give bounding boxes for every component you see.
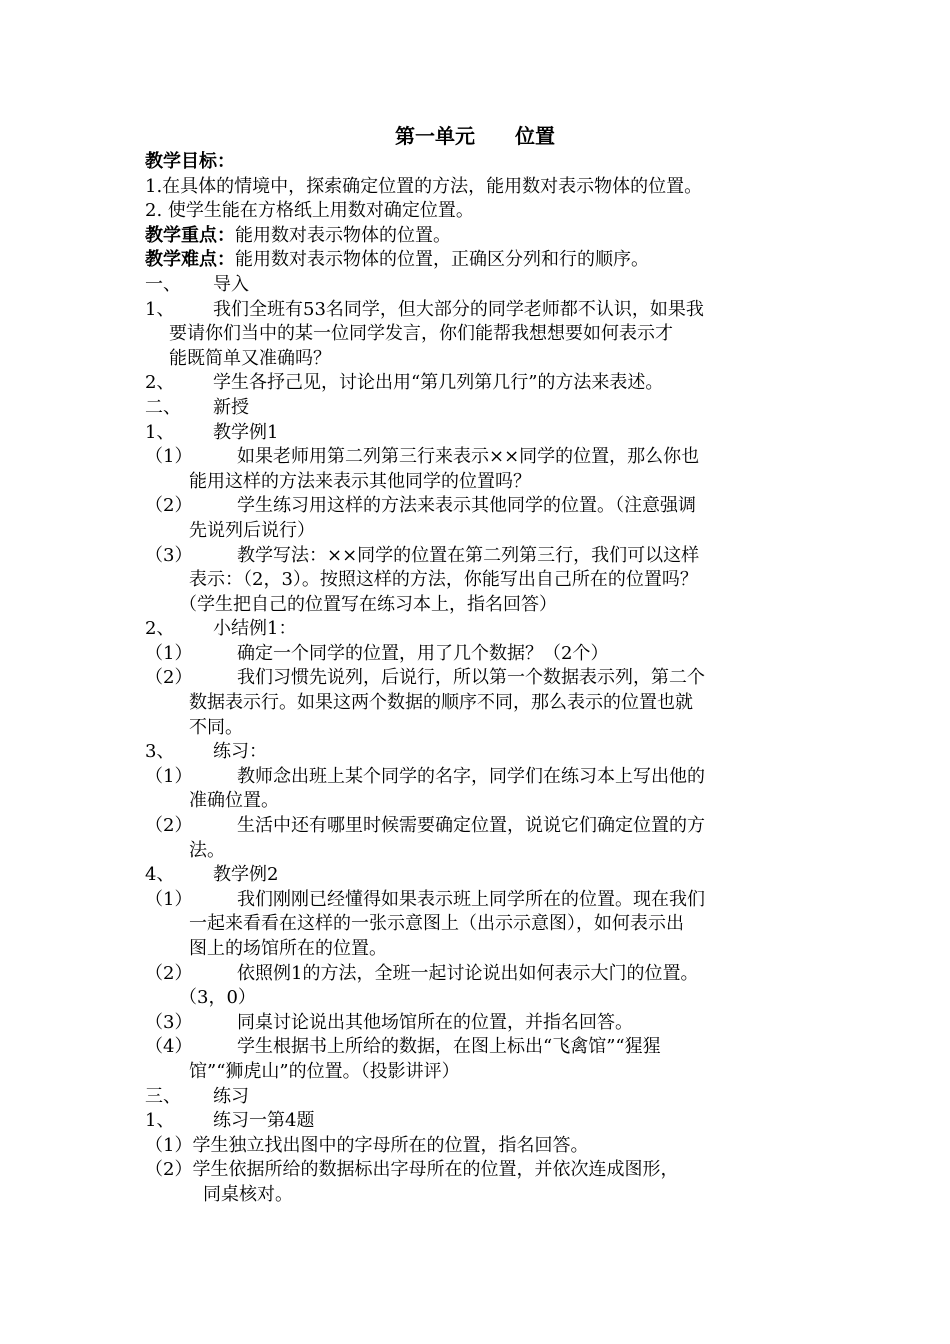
point-number: （2） [145, 667, 193, 689]
subsection-title: 小结例1： [213, 618, 297, 640]
item-text: 学生各抒己见，讨论出用“第几列第几行”的方法来表述。 [213, 372, 664, 394]
key-point-label: 教学重点： [145, 224, 235, 246]
section-number: 二、 [145, 396, 181, 418]
point-number: （1） [145, 446, 193, 468]
subsection-number: 1、 [145, 421, 175, 443]
list-item [145, 666, 825, 691]
point-number: （4） [145, 1036, 193, 1058]
key-point [145, 224, 825, 249]
subsection-heading [145, 863, 825, 888]
point-text-cont: 图上的场馆所在的位置。 [189, 938, 387, 959]
point-number: （2） [145, 962, 193, 984]
list-item [145, 1134, 825, 1159]
list-item [145, 1158, 825, 1183]
difficulty-text: 能用数对表示物体的位置，正确区分列和行的顺序。 [235, 249, 649, 271]
point-text: 学生依据所给的数据标出字母所在的位置，并依次连成图形， [192, 1159, 679, 1181]
point-text: 我们习惯先说列，后说行，所以第一个数据表示列，第二个 [237, 667, 705, 689]
point-text: 学生独立找出图中的字母所在的位置，指名回答。 [192, 1134, 589, 1156]
point-number: （2） [145, 1159, 193, 1181]
list-item [145, 494, 825, 519]
difficulty-label: 教学难点： [145, 249, 235, 271]
point-text: 学生练习用这样的方法来表示其他同学的位置。（注意强调 [237, 495, 696, 517]
list-item [145, 814, 825, 839]
point-text-cont: （3，0） [179, 987, 256, 1009]
point-number: （3） [145, 544, 193, 566]
point-text-cont: 馆”“狮虎山”的位置。（投影讲评） [189, 1060, 460, 1082]
subsection-heading [145, 617, 825, 642]
point-number: （1） [145, 1134, 193, 1156]
subsection-title: 练习一第4题 [213, 1110, 315, 1132]
goal-item-2: 2. 使学生能在方格纸上用数对确定位置。 [145, 200, 474, 222]
point-text-cont: 先说列后说行） [189, 519, 315, 541]
list-item [145, 888, 825, 913]
point-text-cont: 表示：（2，3）。按照这样的方法，你能写出自己所在的位置吗？ [189, 569, 698, 591]
point-text: 教学写法：××同学的位置在第二列第三行，我们可以这样 [237, 544, 700, 566]
point-text: 依照例1的方法，全班一起讨论说出如何表示大门的位置。 [237, 962, 699, 984]
item-text-cont: 要请你们当中的某一位同学发言，你们能帮我想想要如何表示才 [169, 323, 673, 345]
item-text: 我们全班有53名同学，但大部分的同学老师都不认识，如果我 [213, 298, 704, 320]
point-number: （2） [145, 815, 193, 837]
goal-item-1: 1.在具体的情境中，探索确定位置的方法，能用数对表示物体的位置。 [145, 175, 703, 197]
point-text-cont: 数据表示行。如果这两个数据的顺序不同，那么表示的位置也就 [189, 692, 693, 714]
list-item [145, 1011, 825, 1036]
section-number: 三、 [145, 1085, 181, 1107]
key-point-text: 能用数对表示物体的位置。 [235, 224, 451, 246]
subsection-title: 练习： [213, 741, 267, 763]
difficulty [145, 248, 825, 273]
subsection-heading [145, 1109, 825, 1134]
point-number: （1） [145, 765, 193, 787]
title-topic: 位置 [515, 124, 555, 148]
point-text: 如果老师用第二列第三行来表示××同学的位置，那么你也 [237, 446, 700, 468]
list-item [145, 962, 825, 987]
point-text-cont: 同桌核对。 [203, 1183, 293, 1205]
list-item [145, 1035, 825, 1060]
subsection-title: 教学例2 [213, 864, 279, 886]
point-number: （1） [145, 642, 193, 664]
subsection-heading [145, 421, 825, 446]
point-text: 我们刚刚已经懂得如果表示班上同学所在的位置。现在我们 [237, 888, 705, 910]
title-unit: 第一单元 [395, 124, 475, 148]
section-heading [145, 1085, 825, 1110]
point-text-cont: 一起来看看在这样的一张示意图上（出示示意图），如何表示出 [189, 913, 684, 935]
section-heading [145, 396, 825, 421]
point-text: 生活中还有哪里时候需要确定位置，说说它们确定位置的方 [237, 815, 705, 837]
point-number: （3） [145, 1011, 193, 1033]
subsection-number: 2、 [145, 618, 175, 640]
point-text-cont: 能用这样的方法来表示其他同学的位置吗？ [189, 470, 531, 492]
point-text: 确定一个同学的位置，用了几个数据？（2个） [237, 642, 609, 664]
point-text: 教师念出班上某个同学的名字，同学们在练习本上写出他的 [237, 765, 705, 787]
point-number: （1） [145, 888, 193, 910]
section-number: 一、 [145, 273, 181, 295]
point-text: 学生根据书上所给的数据，在图上标出“飞禽馆”“猩猩 [237, 1036, 661, 1058]
section-title: 练习 [213, 1085, 249, 1107]
point-text: 同桌讨论说出其他场馆所在的位置，并指名回答。 [237, 1011, 633, 1033]
subsection-number: 1、 [145, 1110, 175, 1132]
subsection-heading [145, 740, 825, 765]
list-item [145, 371, 825, 396]
page-title [0, 122, 950, 150]
section-title: 新授 [213, 396, 249, 418]
item-text-cont: 能既简单又准确吗？ [169, 347, 331, 369]
list-item [145, 642, 825, 667]
subsection-title: 教学例1 [213, 421, 279, 443]
goals-label: 教学目标： [145, 151, 235, 172]
section-heading [145, 273, 825, 298]
document-body [145, 150, 825, 1208]
point-text-cont: 准确位置。 [189, 790, 279, 812]
subsection-number: 3、 [145, 741, 175, 763]
point-text-cont: 法。 [189, 839, 225, 861]
point-text-cont: 不同。 [189, 716, 243, 738]
subsection-number: 4、 [145, 864, 175, 886]
list-item [145, 765, 825, 790]
list-item [145, 298, 825, 323]
item-number: 2、 [145, 372, 175, 394]
point-number: （2） [145, 495, 193, 517]
point-text-cont: （学生把自己的位置写在练习本上，指名回答） [179, 593, 557, 615]
list-item [145, 445, 825, 470]
item-number: 1、 [145, 298, 175, 320]
section-title: 导入 [213, 273, 249, 295]
list-item [145, 544, 825, 569]
